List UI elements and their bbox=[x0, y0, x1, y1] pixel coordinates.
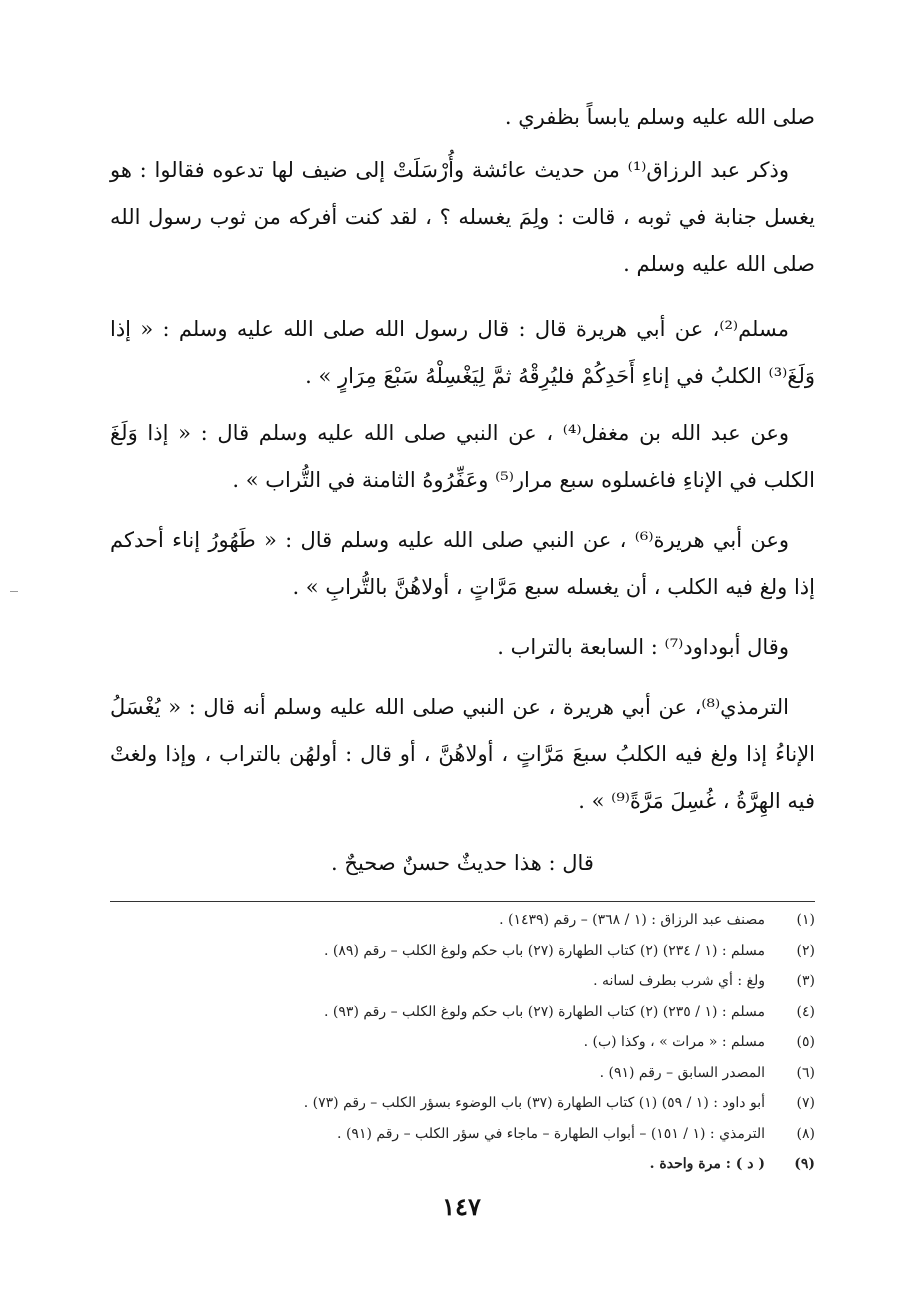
footnotes-list bbox=[110, 905, 815, 1180]
paragraph-4: وعن عبد الله بن مغفل⁽⁴⁾ ، عن النبي صلى الله عليه وسلم قال : « إذا وَلَغَ الكلب في الإناءِ فاغسلوه سبع مرار⁽⁵⁾ وعَفِّرُوهُ الثامنة في التُّراب » . bbox=[110, 421, 815, 492]
footnote-item: (٦) المصدر السابق – رقم (٩١) . bbox=[599, 1064, 815, 1081]
footnote-item: (٣) ولغ : أي شرب بطرف لسانه . bbox=[593, 973, 815, 989]
paragraph-6: وقال أبوداود⁽⁷⁾ : السابعة بالتراب . bbox=[497, 635, 789, 659]
footnote-item: (١) مصنف عبد الرزاق : (١ / ٣٦٨) – رقم (١٤٣٩) . bbox=[499, 912, 815, 928]
paragraph-2: وذكر عبد الرزاق⁽¹⁾ من حديث عائشة وأُرْسَلَتْ إلى ضيف لها تدعوه فقالوا : هو يغسل جنابة في ثوبه ، قالت : ولِمَ يغسله ؟ ، لقد كنت أفركه من ثوب رسول الله صلى الله عليه وسلم . bbox=[110, 158, 815, 276]
paragraph-1: صلى الله عليه وسلم يابساً بظفري . bbox=[504, 105, 815, 129]
footnote-item: (٩) ( د ) : مرة واحدة . bbox=[649, 1156, 815, 1172]
margin-mark bbox=[10, 591, 18, 592]
footnote-item: (٥) مسلم : « مرات » ، وكذا (ب) . bbox=[583, 1034, 815, 1050]
paragraph-5: وعن أبي هريرة⁽⁶⁾ ، عن النبي صلى الله عليه وسلم قال : « طَهُورُ إناء أحدكم إذا ولغ فيه الكلب ، أن يغسله سبع مَرَّاتٍ ، أولاهُنَّ بالتُّرابِ » . bbox=[110, 528, 815, 599]
footnote-item: (٢) مسلم : (١ / ٢٣٤) (٢) كتاب الطهارة (٢٧) باب حكم ولوغ الكلب – رقم (٨٩) . bbox=[324, 942, 815, 959]
page-number: ١٤٧ bbox=[442, 1192, 481, 1221]
paragraph-7: الترمذي⁽⁸⁾، عن أبي هريرة ، عن النبي صلى الله عليه وسلم أنه قال : « يُغْسَلُ الإناءُ إذا ولغ فيه الكلبُ سبعَ مَرَّاتٍ ، أولاهُنَّ ، أو قال : أولهُن بالتراب ، وإذا ولغتْ فيه الهِرَّةُ ، غُسِلَ مَرَّةً⁽⁹⁾ » . bbox=[110, 695, 815, 813]
footnote-separator bbox=[110, 901, 815, 902]
paragraph-8: قال : هذا حديثٌ حسنٌ صحيحٌ . bbox=[331, 851, 594, 875]
footnote-item: (٤) مسلم : (١ / ٢٣٥) (٢) كتاب الطهارة (٢٧) باب حكم ولوغ الكلب – رقم (٩٣) . bbox=[324, 1003, 815, 1020]
footnote-item: (٨) الترمذي : (١ / ١٥١) – أبواب الطهارة – ماجاء في سؤر الكلب – رقم (٩١) . bbox=[337, 1125, 815, 1142]
footnote-item: (٧) أبو داود : (١ / ٥٩) (١) كتاب الطهارة (٣٧) باب الوضوء بسؤر الكلب – رقم (٧٣) . bbox=[303, 1095, 815, 1111]
paragraph-3: مسلم⁽²⁾، عن أبي هريرة قال : قال رسول الله صلى الله عليه وسلم : « إذا وَلَغَ⁽³⁾ الكلبُ في إناءِ أَحَدِكُمْ فليُرِقْهُ ثمَّ لِيَغْسِلْهُ سَبْعَ مِرَارٍ » . bbox=[110, 317, 815, 388]
